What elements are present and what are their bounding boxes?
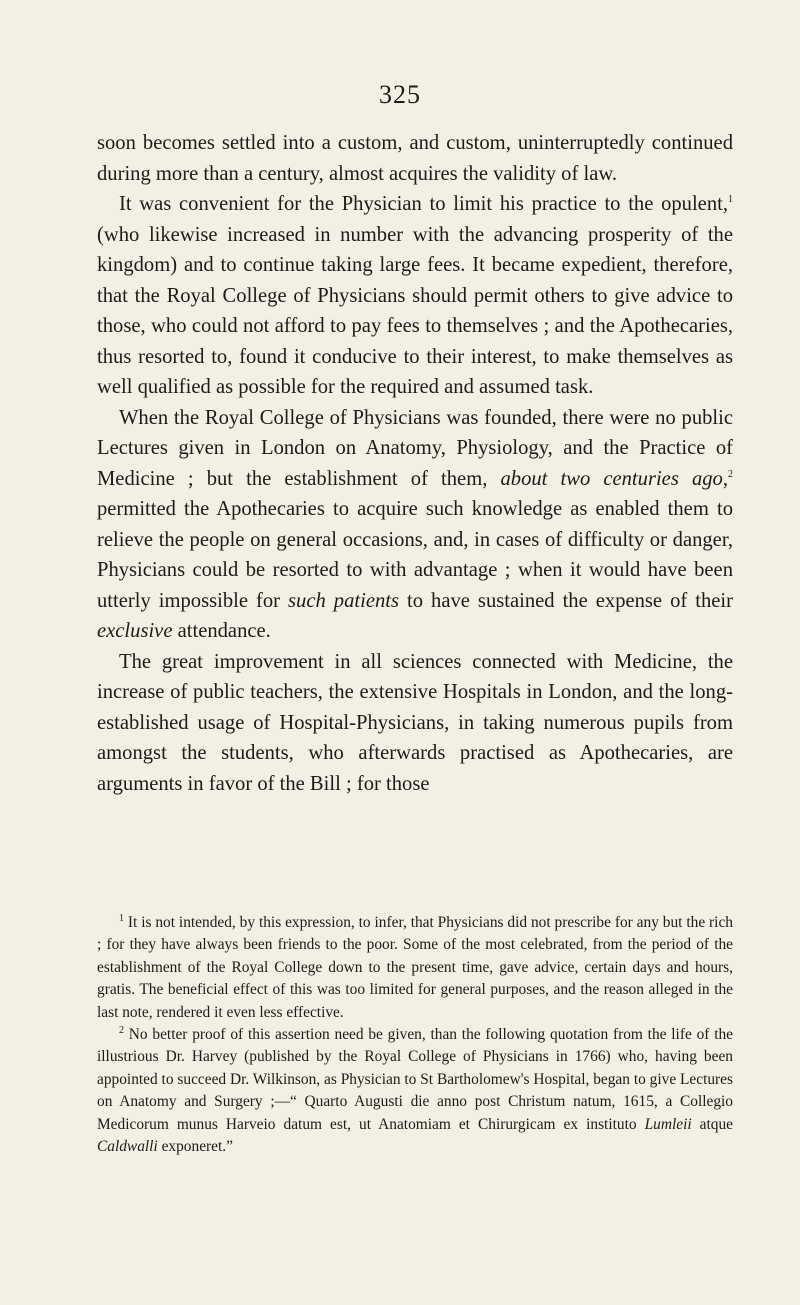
footnotes bbox=[97, 912, 733, 1158]
footnote-ref-2: 2 bbox=[728, 468, 733, 480]
paragraph-3-italic-b: such patients bbox=[288, 589, 400, 612]
paragraph-3-text-a: When the Royal College of Physicians was founded, there were no public Lectures given in London on Anatomy, Physiology, and the Practice of Medicine ; but the establishment of them, bbox=[97, 406, 733, 490]
footnote-2-text-c: exponeret.” bbox=[157, 1138, 233, 1156]
paragraph-3-italic-c: exclusive bbox=[97, 620, 173, 642]
page-number: 325 bbox=[379, 80, 421, 109]
main-text bbox=[97, 128, 733, 799]
paragraph-3 bbox=[97, 403, 733, 647]
footnote-2-italic-a: Lumleii bbox=[644, 1115, 692, 1133]
footnote-1-mark: 1 bbox=[119, 912, 124, 924]
footnote-2 bbox=[97, 1024, 733, 1158]
footnote-1 bbox=[97, 912, 733, 1024]
paragraph-2-text-b: (who likewise increased in number with the advancing prosperity of the kingdom) and to continue taking large fees. It became expedient, therefore, that the Royal College of Physicians should permit others to give advice to those, who could not afford to pay fees to themselves ; and the Apothecaries, thus resorted to, found it conducive to their interest, to make themselves as well qualified as possible for the required and assumed task. bbox=[97, 223, 733, 398]
paragraph-2-text-a: It was convenient for the Physician to limit his practice to the opulent, bbox=[119, 193, 728, 215]
footnote-1-text: It is not intended, by this expression, to infer, that Physicians did not prescribe for any but the rich ; for they have always been friends to the poor. Some of the most celebrated, from the period of the establishment of the Royal College down to the present time, gave advice, certain days and hours, gratis. The beneficial effect of this was too limited for general purposes, and the reason alleged in the last note, rendered it even less effective. bbox=[97, 914, 733, 1021]
footnote-2-text-a: No better proof of this assertion need be given, than the following quotation from the life of the illustrious Dr. Harvey (published by the Royal College of Physicians in 1766) who, having been appointed to succeed Dr. Wilkinson, as Physician to St Bartholomew's Hospital, began to give Lectures on Anatomy and Surgery ;—“ Quarto Augusti die anno post Christum natum, 1615, a Collegio Medicorum munus Harveio datum est, ut Anatomiam et Chirurgicam ex instituto bbox=[97, 1026, 733, 1133]
paragraph-3-text-c: to have sustained the expense of their bbox=[399, 589, 733, 612]
footnote-ref-1: 1 bbox=[728, 194, 733, 206]
paragraph-2 bbox=[97, 189, 733, 403]
paragraph-4: The great improvement in all sciences connected with Medicine, the increase of public teachers, the extensive Hospitals in London, and the long-established usage of Hospital-Physicians, in taking numerous pupils from amongst the students, who afterwards practised as Apothecaries, are arguments in favor of the Bill ; for those bbox=[97, 650, 733, 795]
footnote-2-mark: 2 bbox=[119, 1024, 124, 1036]
paragraph-3-text-b: permitted the Apothecaries to acquire such knowledge as enabled them to relieve the people on general occasions, and, in cases of difficulty or danger, Physicians could be resorted to with advantage ; when it would have been utterly impossible for bbox=[97, 498, 733, 612]
footnote-2-italic-b: Caldwalli bbox=[97, 1138, 158, 1156]
paragraph-1: soon becomes settled into a custom, and custom, uninterruptedly continued during more than a century, almost acquires the validity of law. bbox=[97, 132, 733, 185]
footnote-2-text-b: atque bbox=[691, 1115, 733, 1133]
paragraph-3-text-d: attendance. bbox=[172, 620, 271, 642]
paragraph-3-italic-a: about two centuries ago, bbox=[500, 467, 728, 490]
